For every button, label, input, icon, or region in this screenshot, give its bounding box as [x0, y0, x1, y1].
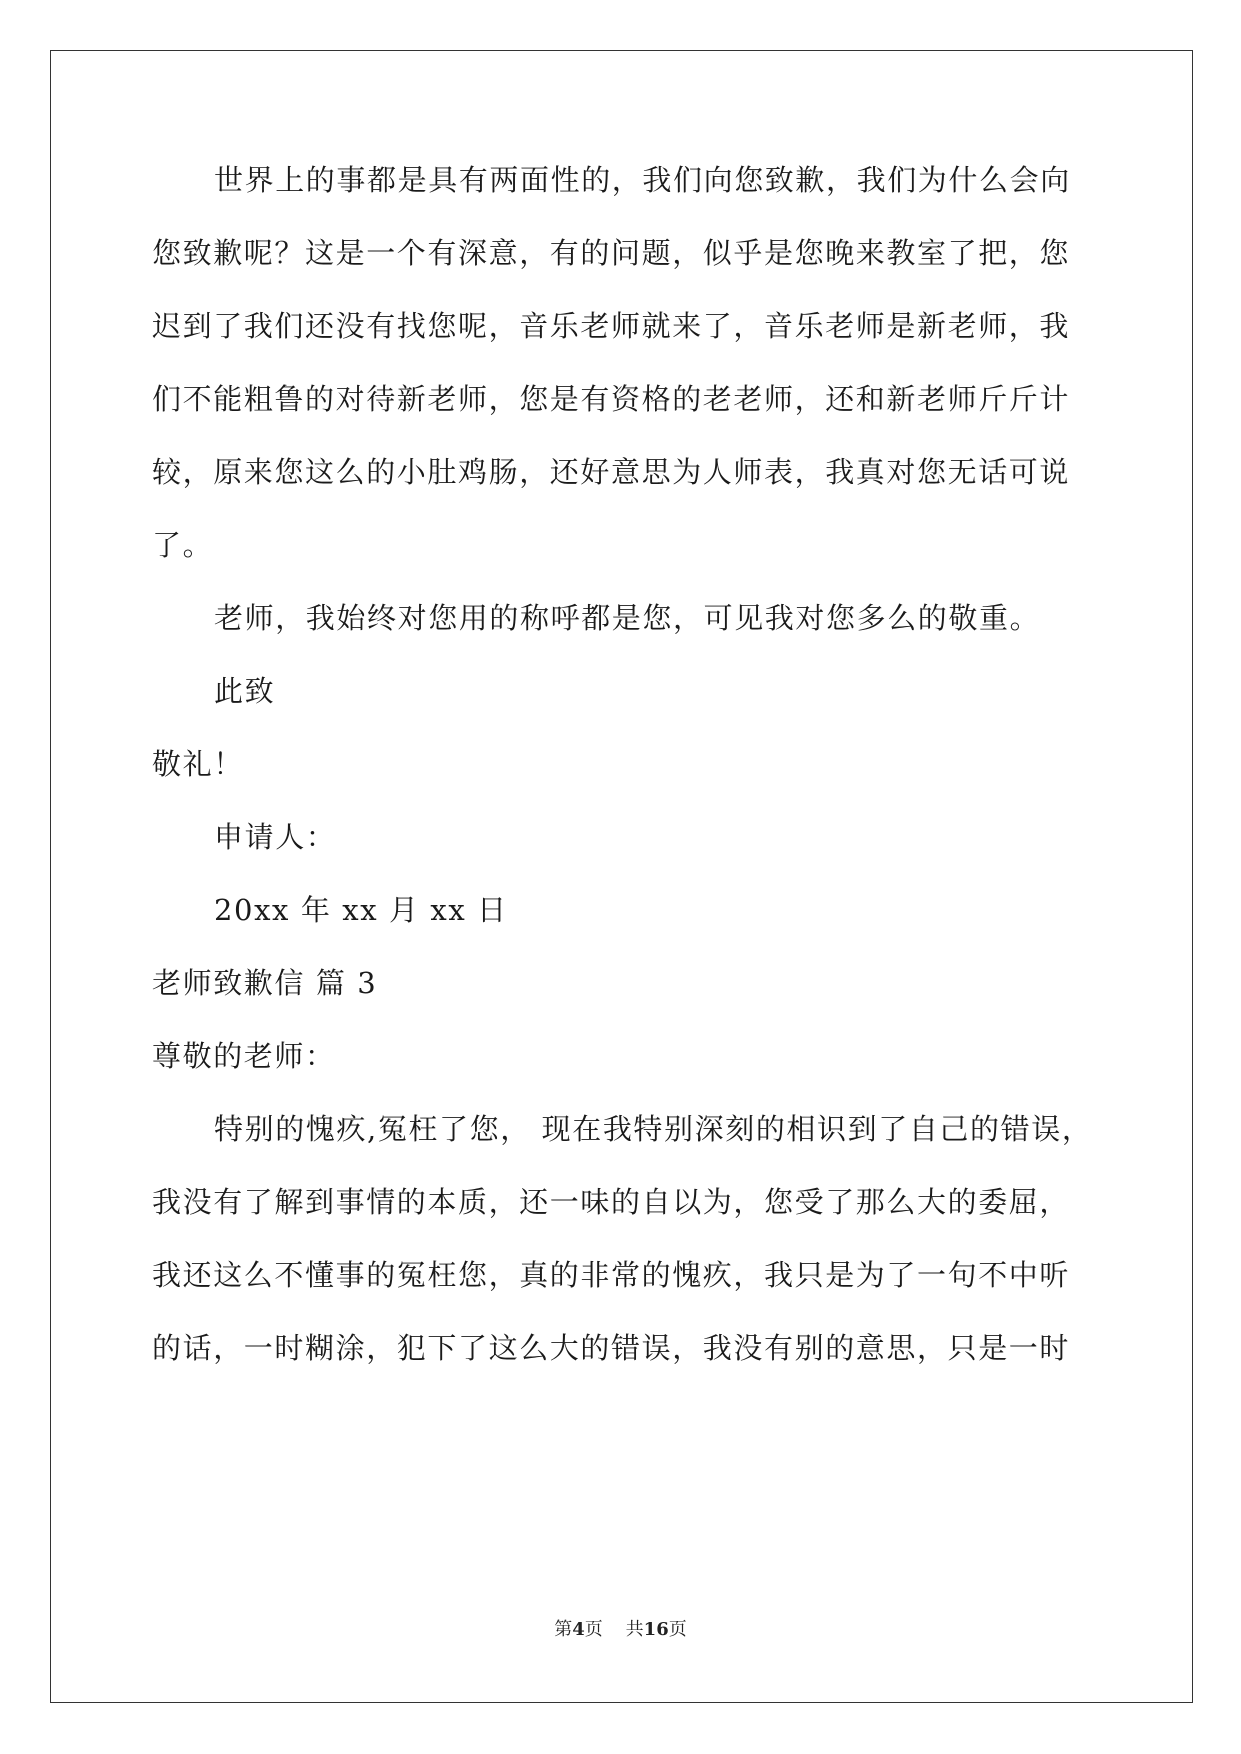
salutation-line: 敬礼！: [152, 747, 244, 781]
footer-page-number: 4: [572, 1619, 585, 1640]
closing-line: 此致: [214, 674, 276, 708]
paragraph-line: 迟到了我们还没有找您呢，音乐老师就来了，音乐老师是新老师，我: [152, 309, 1071, 343]
section-heading: 老师致歉信 篇 3: [152, 966, 378, 1000]
paragraph-line: 的话，一时糊涂，犯下了这么大的错误，我没有别的意思，只是一时: [152, 1331, 1071, 1365]
greeting-line: 尊敬的老师：: [152, 1039, 336, 1073]
paragraph-line: 您致歉呢？这是一个有深意，有的问题，似乎是您晚来教室了把，您: [152, 236, 1071, 270]
paragraph-line: 世界上的事都是具有两面性的，我们向您致歉，我们为什么会向: [214, 163, 1071, 197]
page-footer: [0, 1615, 1241, 1641]
paragraph-line: 老师，我始终对您用的称呼都是您，可见我对您多么的敬重。: [214, 601, 1041, 635]
footer-total-prefix: 共: [625, 1619, 644, 1640]
footer-total-suffix: 页: [668, 1619, 687, 1640]
paragraph-line: 特别的愧疚,冤枉了您， 现在我特别深刻的相识到了自己的错误，: [214, 1112, 1093, 1146]
paragraph-line: 了。: [152, 528, 214, 562]
applicant-line: 申请人：: [214, 820, 337, 854]
paragraph-line: 较，原来您这么的小肚鸡肠，还好意思为人师表，我真对您无话可说: [152, 455, 1071, 489]
page-border: [50, 50, 1193, 1703]
date-line: 20xx 年 xx 月 xx 日: [214, 893, 508, 927]
footer-page-suffix: 页: [584, 1619, 603, 1640]
paragraph-line: 我还这么不懂事的冤枉您，真的非常的愧疚，我只是为了一句不中听: [152, 1258, 1071, 1292]
footer-page-prefix: 第: [554, 1619, 573, 1640]
footer-total-pages: 16: [643, 1619, 669, 1640]
paragraph-line: 们不能粗鲁的对待新老师，您是有资格的老老师，还和新老师斤斤计: [152, 382, 1071, 416]
paragraph-line: 我没有了解到事情的本质，还一味的自以为，您受了那么大的委屈，: [152, 1185, 1071, 1219]
